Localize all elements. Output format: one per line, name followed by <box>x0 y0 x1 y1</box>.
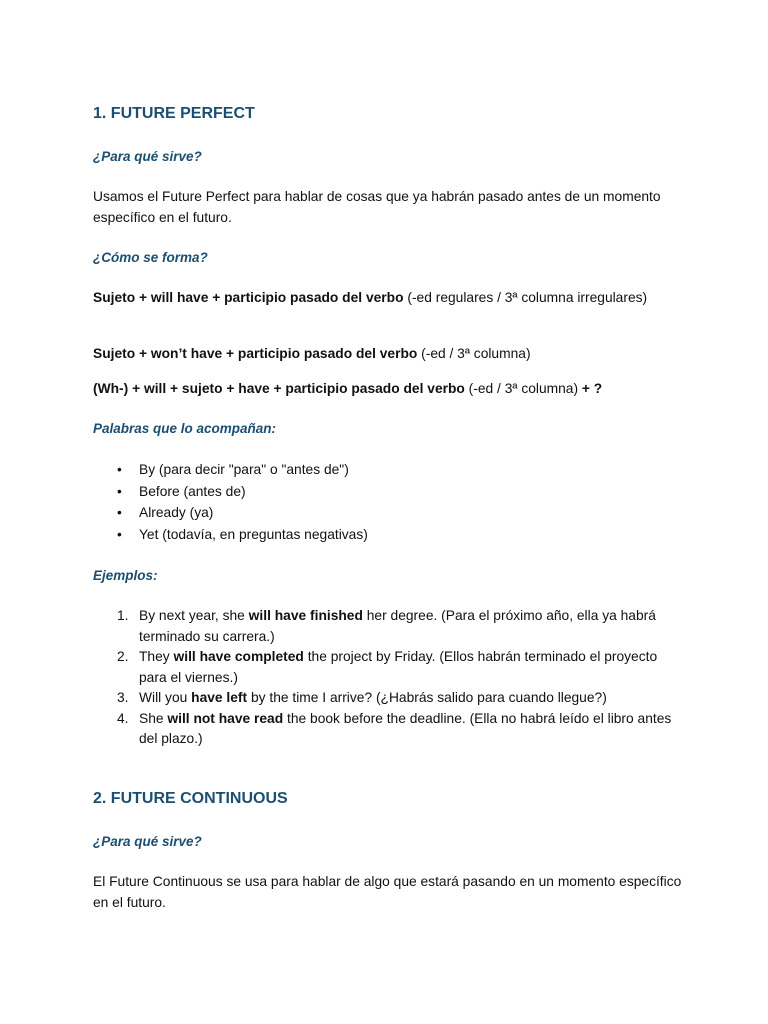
section-1-title-block <box>93 104 683 124</box>
form-question-block <box>93 379 683 400</box>
bullet-icon: • <box>117 526 122 542</box>
section-1-purpose-block <box>93 187 683 228</box>
bullet-icon: • <box>117 462 122 477</box>
list-item: 2. They will have completed the project by Friday. (Ellos habrán terminado el proyecto para el viernes.) <box>117 649 658 685</box>
bullet-icon: • <box>117 483 122 499</box>
list-item: • By (para decir "para" o "antes de") <box>93 459 683 481</box>
form-question-structure: (Wh-) + will + sujeto + have + participio pasado del verbo <box>93 381 465 396</box>
words-list <box>93 459 683 545</box>
form-negative-block <box>93 344 683 365</box>
form-question-mark: + ? <box>581 381 603 396</box>
section-2-purpose-text: El Future Continuous se usa para hablar de algo que estará pasando en un momento específico en el futuro. <box>93 874 682 910</box>
form-affirmative-block <box>93 288 683 309</box>
list-number: 2. <box>117 649 129 664</box>
form-negative <box>93 344 683 365</box>
form-negative-structure: Sujeto + won’t have + participio pasado del verbo <box>93 346 418 361</box>
list-item: • Yet (todavía, en preguntas negativas) <box>93 524 683 546</box>
section-1-words-heading-block <box>93 420 683 438</box>
list-item: • Already (ya) <box>93 502 683 524</box>
list-item: 3. Will you have left by the time I arrive? (¿Habrás salido para cuando llegue?) <box>93 688 683 709</box>
section-1-words-list-block <box>93 459 683 545</box>
list-number: 1. <box>117 608 129 623</box>
form-affirmative-structure: Sujeto + will have + participio pasado del verbo <box>93 290 404 305</box>
section-1-form-heading-block <box>93 249 683 267</box>
list-item: 1. By next year, she will have finished her degree. (Para el próximo año, ella ya habrá terminado su carrera.) <box>117 608 656 644</box>
form-affirmative-note: (-ed regulares / 3ª columna irregulares) <box>403 290 648 305</box>
section-1-words-heading: Palabras que lo acompañan: <box>93 421 277 436</box>
section-1-examples-list-block <box>93 606 683 750</box>
form-question-note: (-ed / 3ª columna) <box>464 381 582 396</box>
form-question <box>93 379 683 400</box>
section-2-purpose-heading-block <box>93 833 683 851</box>
list-item: 4. She will not have read the book before the deadline. (Ella no habrá leído el libro antes del plazo.) <box>117 710 672 746</box>
section-1-purpose-text: Usamos el Future Perfect para hablar de cosas que ya habrán pasado antes de un momento específico en el futuro. <box>93 189 661 225</box>
form-affirmative <box>93 288 683 309</box>
list-number: 4. <box>117 710 129 726</box>
bullet-icon: • <box>117 505 122 520</box>
section-2-purpose-heading: ¿Para qué sirve? <box>93 834 202 849</box>
section-2-title-block <box>93 789 683 809</box>
section-2-title: 2. FUTURE CONTINUOUS <box>93 790 288 807</box>
section-1-purpose-heading: ¿Para qué sirve? <box>93 149 202 164</box>
section-1-title: 1. FUTURE PERFECT <box>93 105 255 122</box>
list-number: 3. <box>117 690 129 705</box>
list-item: • Before (antes de) <box>93 481 683 503</box>
section-1-purpose-heading-block <box>93 148 683 166</box>
section-1-examples-heading-block <box>93 567 683 585</box>
examples-list <box>93 606 683 750</box>
section-1-examples-heading: Ejemplos: <box>93 568 158 583</box>
form-negative-note: (-ed / 3ª columna) <box>417 346 531 361</box>
section-2-purpose-block <box>93 872 683 913</box>
section-1-form-heading: ¿Cómo se forma? <box>93 250 208 265</box>
